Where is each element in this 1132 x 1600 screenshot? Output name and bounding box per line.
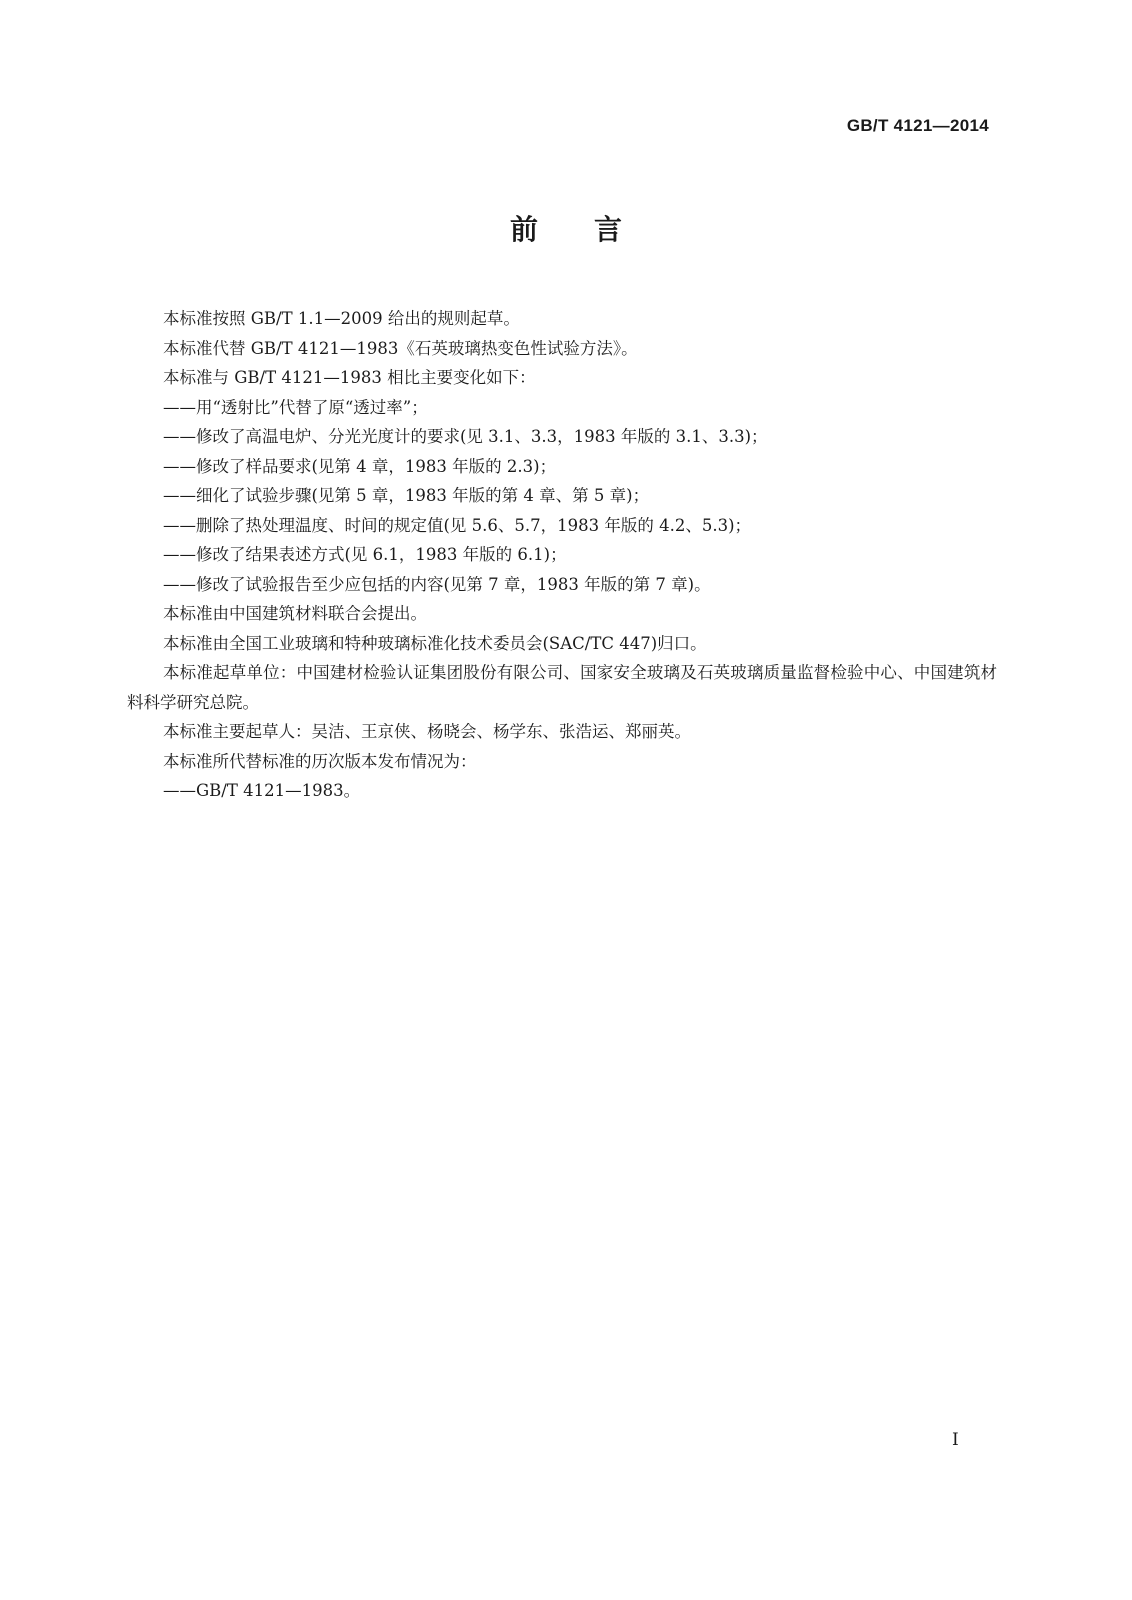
- paragraph: 本标准所代替标准的历次版本发布情况为：: [163, 751, 477, 771]
- page-number: I: [952, 1430, 959, 1450]
- change-list-item: ——修改了试验报告至少应包括的内容(见第 7 章，1983 年版的第 7 章)。: [163, 574, 711, 594]
- paragraph: 本标准主要起草人：吴洁、王京侠、杨晓会、杨学东、张浩运、郑丽英。: [163, 722, 691, 741]
- paragraph: 本标准由全国工业玻璃和特种玻璃标准化技术委员会(SAC/TC 447)归口。: [163, 633, 707, 653]
- standard-number: GB/T 4121—2014: [846, 116, 989, 135]
- paragraph: 本标准起草单位：中国建材检验认证集团股份有限公司、国家安全玻璃及石英玻璃质量监督检验中心、中国建筑材料科学研究总院。: [127, 663, 997, 712]
- change-list-item: ——修改了高温电炉、分光光度计的要求(见 3.1、3.3，1983 年版的 3.1、3.3)；: [163, 427, 768, 446]
- page-title: 前言: [509, 213, 678, 246]
- change-list-item: ——修改了结果表述方式(见 6.1，1983 年版的 6.1)；: [163, 545, 567, 564]
- paragraph: 本标准由中国建筑材料联合会提出。: [163, 604, 427, 623]
- change-list-item: ——删除了热处理温度、时间的规定值(见 5.6、5.7，1983 年版的 4.2、5.3)；: [163, 515, 752, 535]
- foreword-body: [127, 304, 997, 806]
- change-list-item: ——用“透射比”代替了原“透过率”；: [163, 397, 428, 417]
- paragraph: 本标准按照 GB/T 1.1—2009 给出的规则起草。: [163, 309, 520, 328]
- version-history-item: ——GB/T 4121—1983。: [163, 781, 361, 800]
- paragraph: 本标准与 GB/T 4121—1983 相比主要变化如下：: [163, 368, 536, 387]
- change-list-item: ——修改了样品要求(见第 4 章，1983 年版的 2.3)；: [163, 456, 557, 476]
- change-list-item: ——细化了试验步骤(见第 5 章，1983 年版的第 4 章、第 5 章)；: [163, 486, 650, 505]
- paragraph: 本标准代替 GB/T 4121—1983《石英玻璃热变色性试验方法》。: [163, 338, 638, 358]
